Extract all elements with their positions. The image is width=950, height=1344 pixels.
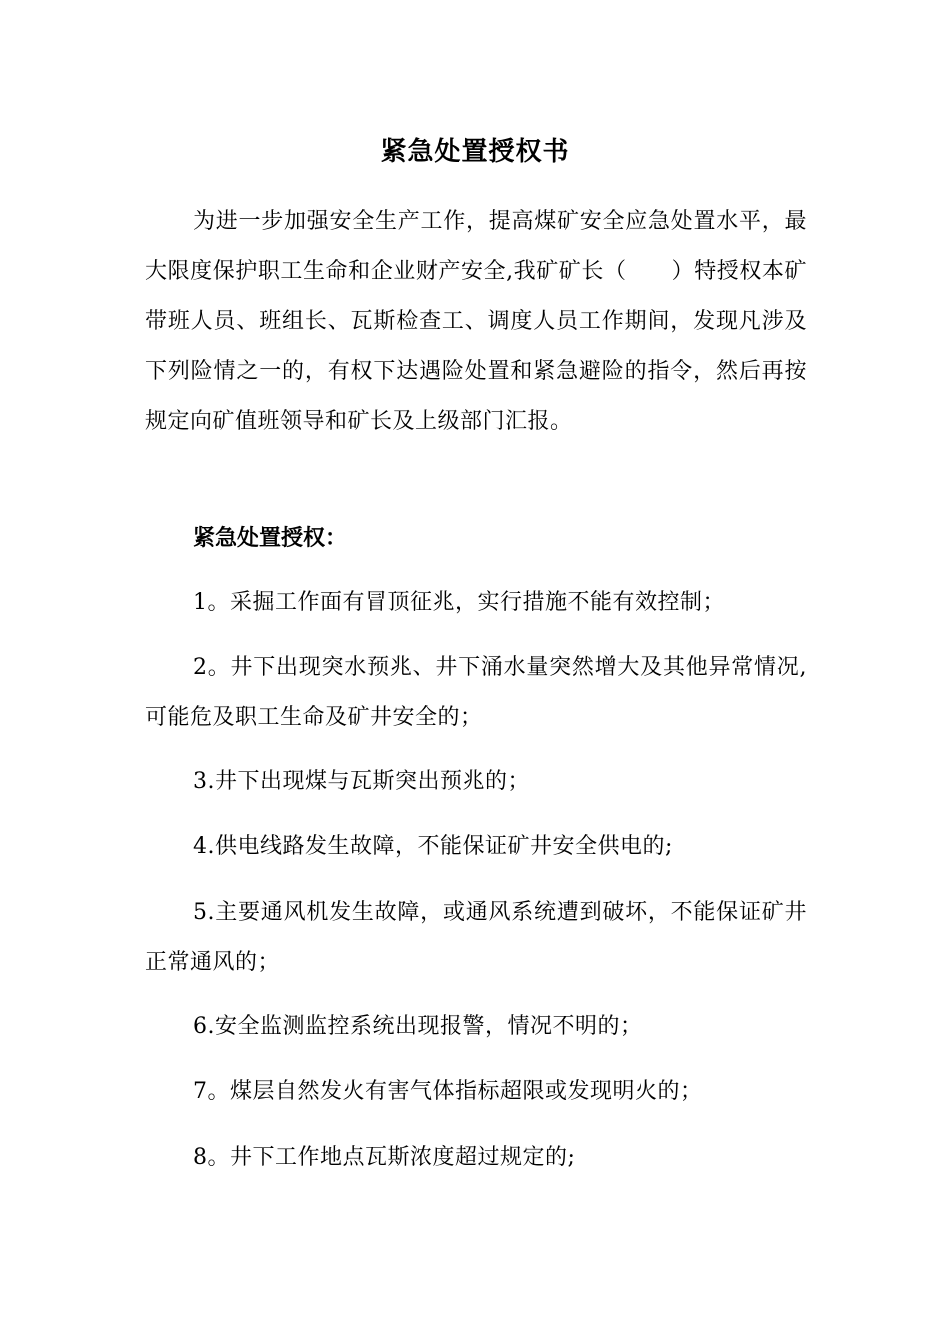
authorization-item-1: 1。采掘工作面有冒顶征兆，实行措施不能有效控制；	[193, 590, 725, 615]
authorization-item-7: 7。煤层自然发火有害气体指标超限或发现明火的；	[193, 1079, 703, 1104]
authorization-item-2: 2。井下出现突水预兆、井下涌水量突然增大及其他异常情况,可能危及职工生命及矿井安全的；	[145, 655, 807, 730]
document-title: 紧急处置授权书	[380, 137, 570, 167]
authorization-item-5: 5.主要通风机发生故障，或通风系统遭到破坏，不能保证矿井正常通风的；	[145, 900, 807, 975]
authorization-item-8: 8。井下工作地点瓦斯浓度超过规定的;	[193, 1145, 576, 1170]
section-heading: 紧急处置授权：	[193, 525, 348, 551]
authorization-item-6: 6.安全监测监控系统出现报警，情况不明的；	[193, 1014, 643, 1039]
intro-paragraph: 为进一步加强安全生产工作，提高煤矿安全应急处置水平，最大限度保护职工生命和企业财产安全,我矿矿长（ ）特授权本矿带班人员、班组长、瓦斯检查工、调度人员工作期间，发现凡涉及下列险情之一的，有权下达遇险处置和紧急避险的指令，然后再按规定向矿值班领导和矿长及上级部门汇报。	[145, 209, 807, 434]
authorization-item-4: 4.供电线路发生故障，不能保证矿井安全供电的;	[193, 834, 673, 859]
authorization-item-3: 3.井下出现煤与瓦斯突出预兆的；	[193, 769, 530, 794]
